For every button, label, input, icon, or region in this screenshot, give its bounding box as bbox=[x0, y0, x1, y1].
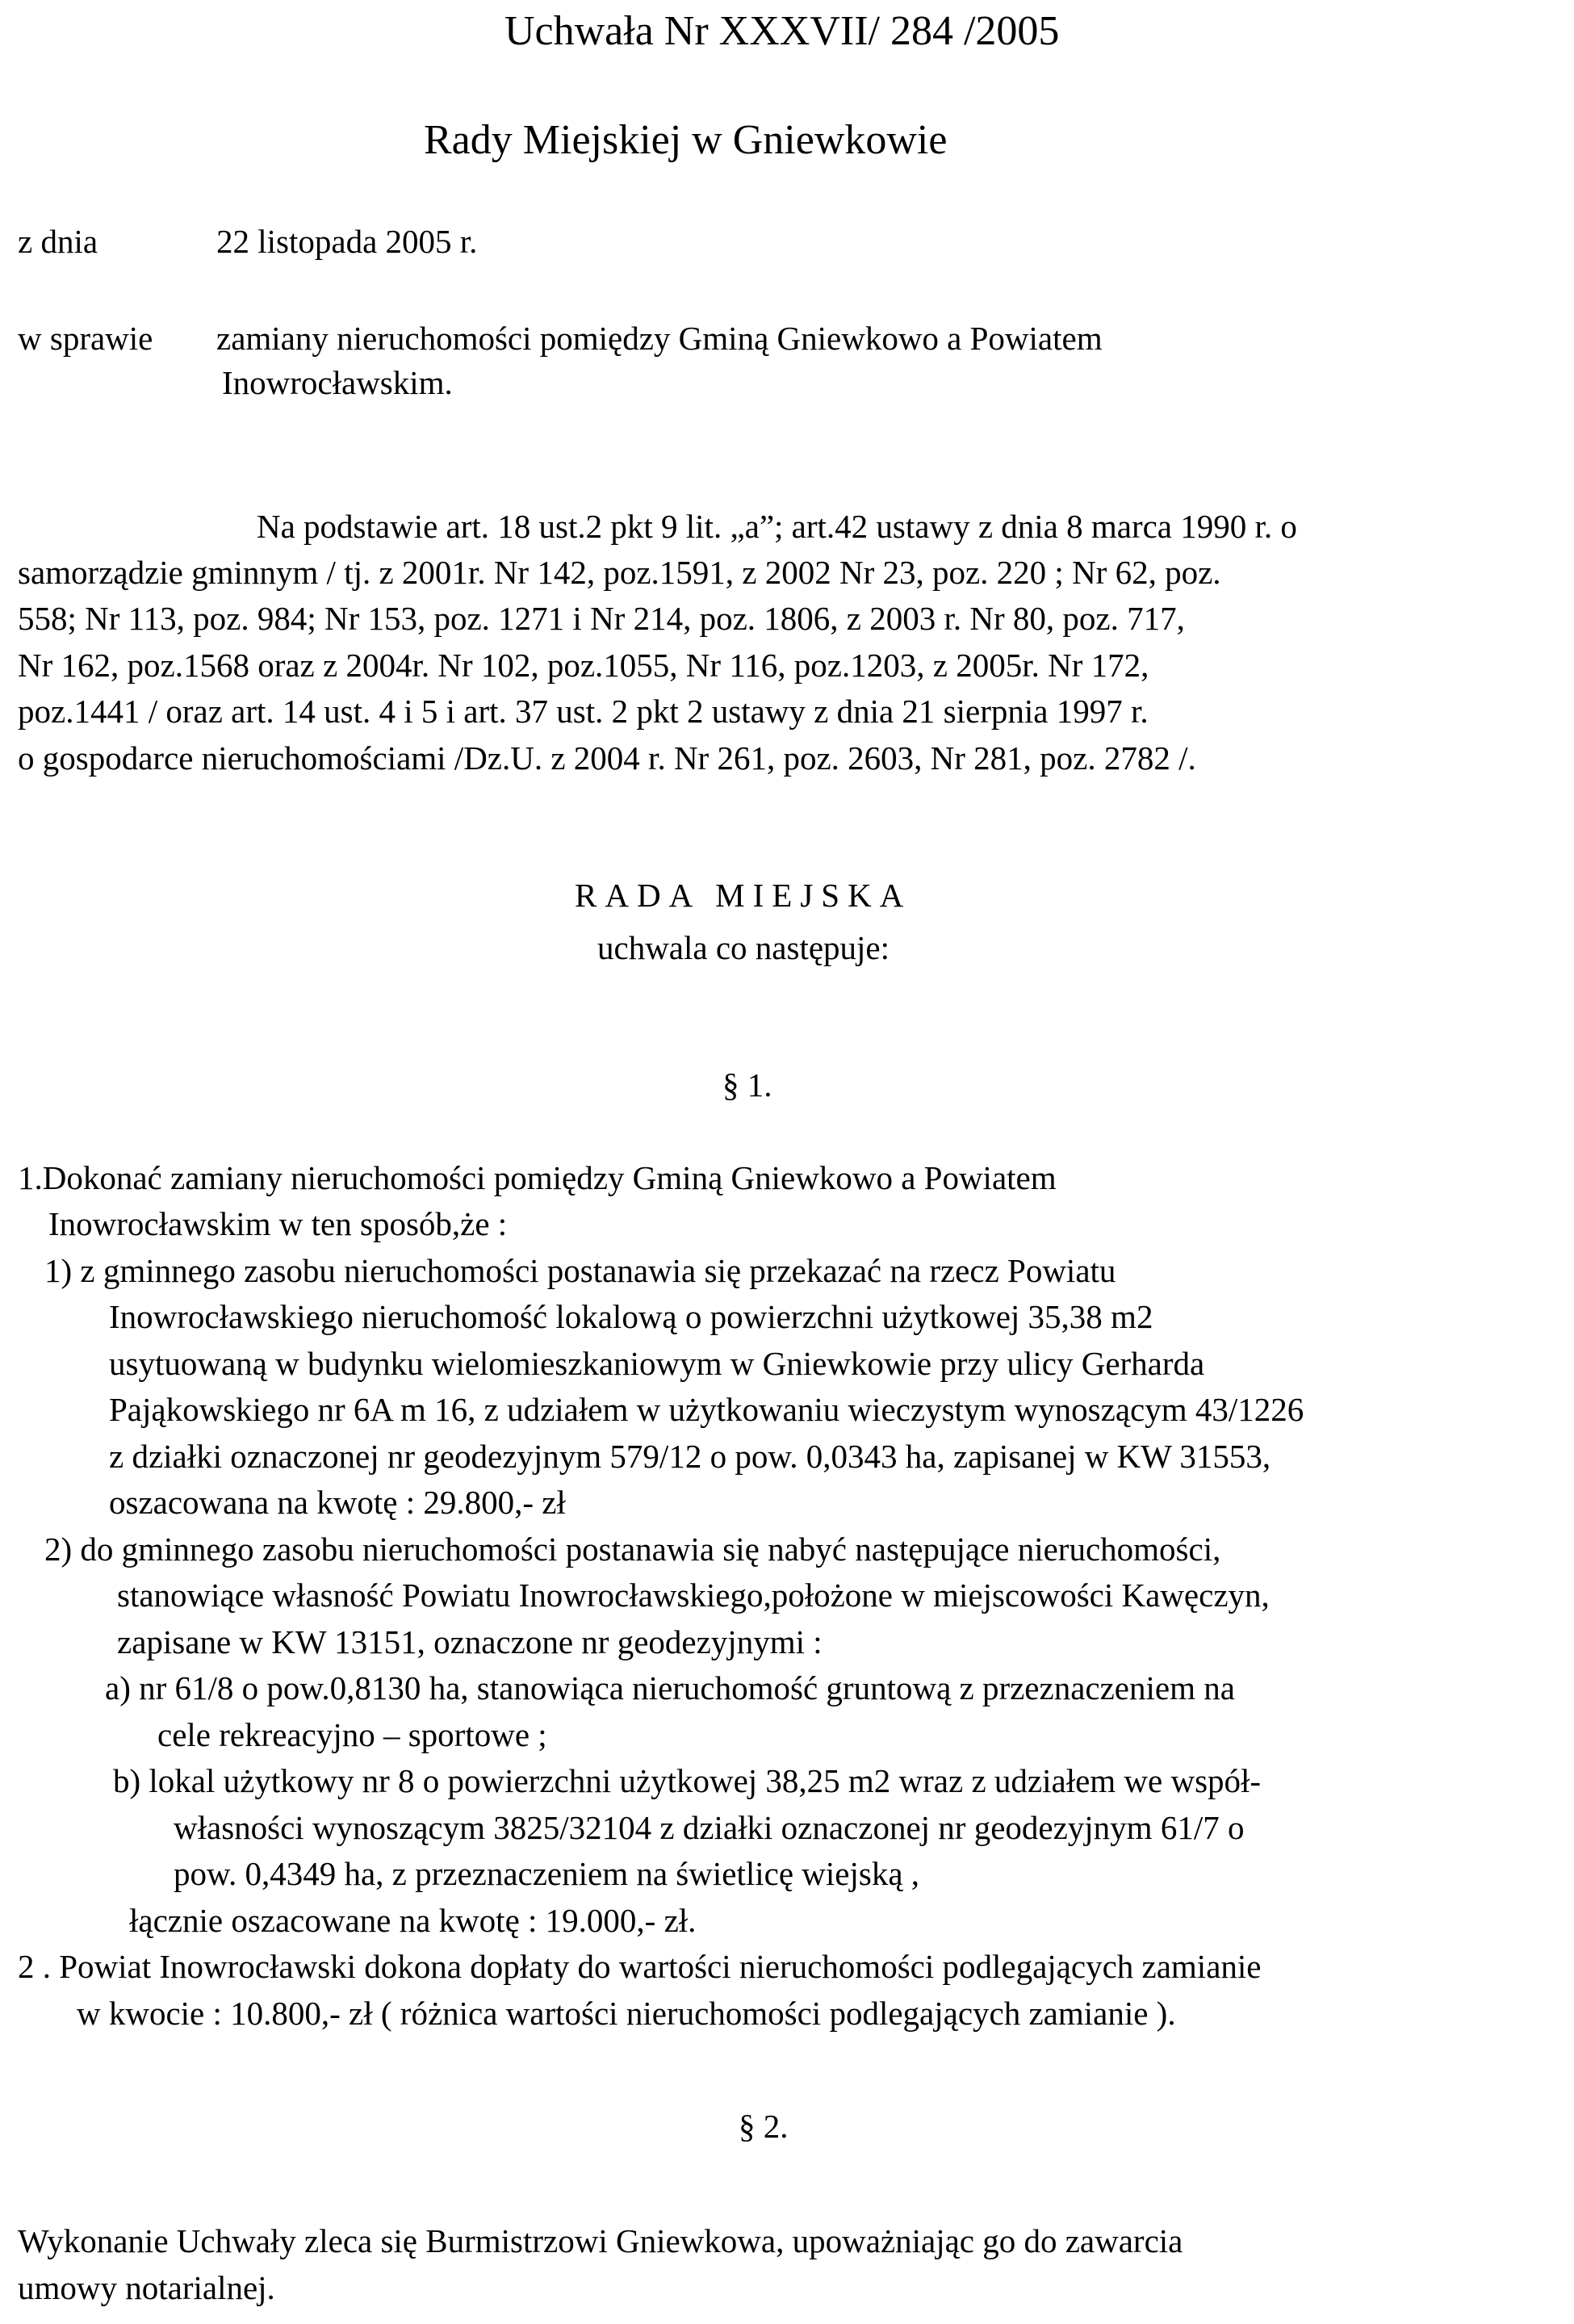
section-1-line: zapisane w KW 13151, oznaczone nr geodezyjnymi : bbox=[117, 1623, 823, 1660]
council-heading: RADA MIEJSKA bbox=[575, 877, 912, 914]
section-2-line: umowy notarialnej. bbox=[18, 2269, 275, 2306]
section-1-line: pow. 0,4349 ha, z przeznaczeniem na świetlicę wiejską , bbox=[174, 1855, 920, 1892]
resolution-title: Uchwała Nr XXXVII/ 284 /2005 bbox=[504, 8, 1060, 54]
section-1-line: w kwocie : 10.800,- zł ( różnica wartości nieruchomości podlegających zamianie ). bbox=[77, 1995, 1176, 2032]
subject-line: Inowrocławskim. bbox=[222, 364, 453, 401]
section-1-heading: § 1. bbox=[722, 1066, 772, 1103]
section-1-line: b) lokal użytkowy nr 8 o powierzchni użytkowej 38,25 m2 wraz z udziałem we współ- bbox=[113, 1762, 1262, 1799]
resolves-text: uchwala co następuje: bbox=[597, 929, 890, 966]
section-1-line: oszacowana na kwotę : 29.800,- zł bbox=[109, 1484, 566, 1521]
section-1-line: Pająkowskiego nr 6A m 16, z udziałem w użytkowaniu wieczystym wynoszącym 43/1226 bbox=[109, 1391, 1304, 1428]
section-1-line: stanowiące własność Powiatu Inowrocławskiego,położone w miejscowości Kawęczyn, bbox=[117, 1577, 1270, 1614]
section-1-line: usytuowaną w budynku wielomieszkaniowym w Gniewkowie przy ulicy Gerharda bbox=[109, 1345, 1205, 1382]
legal-basis-line: samorządzie gminnym / tj. z 2001r. Nr 142, poz.1591, z 2002 Nr 23, poz. 220 ; Nr 62, poz. bbox=[18, 554, 1221, 591]
section-1-line: własności wynoszącym 3825/32104 z działki oznaczonej nr geodezyjnym 61/7 o bbox=[174, 1809, 1245, 1846]
section-1-line: z działki oznaczonej nr geodezyjnym 579/12 o pow. 0,0343 ha, zapisanej w KW 31553, bbox=[109, 1438, 1271, 1475]
section-1-line: 1) z gminnego zasobu nieruchomości postanawia się przekazać na rzecz Powiatu bbox=[44, 1252, 1116, 1289]
legal-basis-line: o gospodarce nieruchomościami /Dz.U. z 2004 r. Nr 261, poz. 2603, Nr 281, poz. 2782 /. bbox=[18, 739, 1196, 777]
legal-basis-line: poz.1441 / oraz art. 14 ust. 4 i 5 i art. 37 ust. 2 pkt 2 ustawy z dnia 21 sierpnia 1997 r. bbox=[18, 693, 1149, 730]
section-1-line: a) nr 61/8 o pow.0,8130 ha, stanowiąca nieruchomość gruntową z przeznaczeniem na bbox=[105, 1669, 1235, 1706]
section-1-line: 2 . Powiat Inowrocławski dokona dopłaty do wartości nieruchomości podlegających zamianie bbox=[18, 1948, 1262, 1985]
date-label: z dnia bbox=[18, 223, 98, 260]
legal-basis-line: 558; Nr 113, poz. 984; Nr 153, poz. 1271 i Nr 214, poz. 1806, z 2003 r. Nr 80, poz. 717, bbox=[18, 600, 1185, 637]
date-value: 22 listopada 2005 r. bbox=[216, 223, 478, 260]
section-1-line: Inowrocławskiego nieruchomość lokalową o powierzchni użytkowej 35,38 m2 bbox=[109, 1298, 1153, 1335]
section-1-line: 2) do gminnego zasobu nieruchomości postanawia się nabyć następujące nieruchomości, bbox=[44, 1530, 1221, 1568]
section-1-line: cele rekreacyjno – sportowe ; bbox=[157, 1716, 547, 1753]
section-2-line: Wykonanie Uchwały zleca się Burmistrzowi Gniewkowa, upoważniając go do zawarcia bbox=[18, 2222, 1183, 2259]
legal-basis-line: Nr 162, poz.1568 oraz z 2004r. Nr 102, poz.1055, Nr 116, poz.1203, z 2005r. Nr 172, bbox=[18, 647, 1149, 684]
council-name-heading: Rady Miejskiej w Gniewkowie bbox=[424, 117, 948, 163]
section-1-line: łącznie oszacowane na kwotę : 19.000,- zł. bbox=[129, 1902, 697, 1939]
section-2-heading: § 2. bbox=[739, 2108, 789, 2145]
section-1-line: Inowrocławskim w ten sposób,że : bbox=[48, 1205, 508, 1242]
subject-label: w sprawie bbox=[18, 320, 153, 357]
legal-basis-line: Na podstawie art. 18 ust.2 pkt 9 lit. „a”; art.42 ustawy z dnia 8 marca 1990 r. o bbox=[257, 508, 1297, 545]
subject-line: zamiany nieruchomości pomiędzy Gminą Gniewkowo a Powiatem bbox=[216, 320, 1103, 357]
section-1-line: 1.Dokonać zamiany nieruchomości pomiędzy Gminą Gniewkowo a Powiatem bbox=[18, 1159, 1057, 1196]
